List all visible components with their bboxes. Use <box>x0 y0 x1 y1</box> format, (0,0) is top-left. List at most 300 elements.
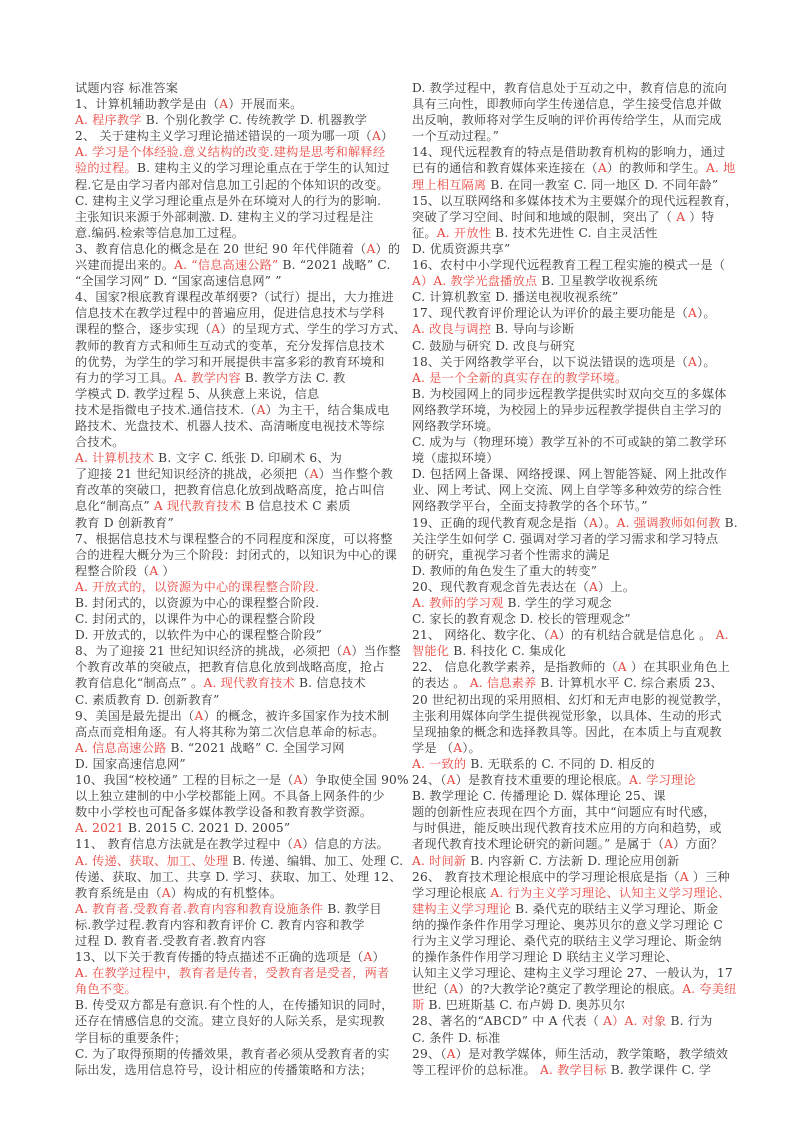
answer-text: A. 教师的学习观 <box>412 596 504 610</box>
text-line <box>75 1013 393 1029</box>
question-text: B. 文字 C. 纸张 D. 印刷术 6、为 <box>154 451 343 466</box>
text-line <box>412 96 738 112</box>
question-text: 有力的学习工具。 <box>75 370 175 385</box>
question-text: ） <box>380 129 394 144</box>
question-text: 18、关于网络教学平台，以下说法错误的选项是（ <box>412 354 689 369</box>
text-line <box>412 402 738 418</box>
question-text: 学习理论根底 <box>412 885 491 900</box>
question-text: D. 开放式的，以软件为中心的课程整合阶段” <box>75 628 323 643</box>
question-text: ）的有机结合就是信息化 。 <box>558 628 716 643</box>
answer-text: A <box>688 306 698 321</box>
answer-text: A <box>371 129 381 144</box>
text-line <box>412 692 738 708</box>
question-text: C. 成为与（物理环境）教学互补的不可或缺的第二教学环 <box>412 435 727 450</box>
answer-text: A <box>194 708 204 723</box>
text-line <box>412 563 738 579</box>
text-line <box>75 692 393 708</box>
question-text: 29、（ <box>412 1046 447 1061</box>
text-line <box>412 177 738 193</box>
question-text: 主张利用媒体向学生提供视觉形象，以具体、生动的形式 <box>412 708 722 723</box>
text-line <box>75 305 393 321</box>
question-text: B. 学生的学习观念 <box>503 596 612 610</box>
question-text: 程.它是由学习者内部对信息加工引起的个体知识的改变。 <box>75 177 389 192</box>
question-text: B. 为校园网上的同步远程教学提供实时双向交互的多媒体 <box>412 386 727 401</box>
answer-text: A. 2021 <box>75 821 124 836</box>
question-text: 15、以互联网络和多媒体技术为主要媒介的现代远程教育， <box>412 193 738 208</box>
text-line <box>75 563 393 579</box>
answer-text: A <box>211 322 221 337</box>
text-line <box>412 981 738 997</box>
text-line <box>412 128 738 144</box>
question-text: B. “2021 战略” C. <box>278 258 391 273</box>
text-line <box>75 547 398 563</box>
text-line <box>412 160 738 176</box>
text-line <box>412 386 738 402</box>
left-column <box>75 80 409 1078</box>
text-line <box>75 515 393 531</box>
question-text: 一个互动过程。” <box>412 129 500 144</box>
question-text: ）。 <box>697 354 716 369</box>
answer-text: A 现代教育技术 <box>153 499 242 514</box>
question-text: “全国学习网” D. “国家高速信息网” ” <box>75 274 282 289</box>
answer-text: A <box>679 869 689 884</box>
answer-text: A. 程序教学 <box>75 113 142 128</box>
text-line <box>75 112 393 128</box>
answer-text: A <box>366 241 376 256</box>
question-text: ）当作整 <box>351 644 401 659</box>
text-line <box>412 836 738 852</box>
question-text: 11、 教育信息方法就是在教学过程中（ <box>75 837 294 852</box>
question-text: ）方面？ <box>673 837 723 852</box>
question-text: 试题内容 标准答案 <box>75 81 179 95</box>
text-line <box>75 1030 393 1046</box>
question-text: C. 条件 D. 标准 <box>412 1030 501 1045</box>
text-line <box>412 643 738 659</box>
question-text: B. 教学理论 C. 传播理论 D. 媒体理论 25、课 <box>412 789 666 804</box>
text-line <box>412 1062 738 1078</box>
question-text: 际出发，选用信息符号，设计相应的传播策略和方法； <box>75 1062 373 1077</box>
question-text: 网络教学平台，全面支持教学的各个环节。” <box>412 499 648 514</box>
question-text: B. 建构主义的学习理论重点在于学生的认知过 <box>136 161 390 176</box>
question-text: 标.教学过程.教育内容和教育评价 C. 教育内容和教学 <box>75 917 365 932</box>
question-text: 技术是指微电子技术.通信技术.（ <box>75 402 257 417</box>
text-line <box>75 579 393 595</box>
question-text: 的优势，为学生的学习和开展提供丰富多彩的教育环境和 <box>75 354 385 369</box>
answer-text: A. 学习理论 <box>629 773 696 788</box>
question-text: 等工程评价的总标准。 <box>412 1062 540 1077</box>
text-line <box>412 965 738 981</box>
text-line <box>75 273 393 289</box>
question-text: 突破了学习空间、时间和地域的限制，突出了（ <box>412 209 677 224</box>
text-line <box>75 434 393 450</box>
text-line <box>412 820 738 836</box>
answer-text: A. 开放式的，以资源为中心的课程整合阶段. <box>75 579 320 594</box>
question-text: 关注学生如何学 C. 强调对学习者的学习需求和学习特点 <box>412 531 719 546</box>
text-line <box>412 788 738 804</box>
answer-text: A. 学习是个体经验.意义结构的改变.建构是思考和解释经 <box>75 145 386 160</box>
answer-text: 验的过程。 <box>75 161 137 176</box>
text-line <box>75 402 393 418</box>
question-text: 3、教育信息化的概念是在 20 世纪 90 年代伴随着（ <box>75 241 367 256</box>
text-line <box>75 595 393 611</box>
question-text: 了迎接 21 世纪知识经济的挑战，必须把（ <box>75 467 310 482</box>
answer-text: A. 时间新 <box>412 853 467 868</box>
question-text: 28、著名的“ABCD” 中 A 代表（ <box>412 1014 604 1029</box>
text-line <box>412 338 738 354</box>
question-text: ）当作整个教 <box>318 467 393 482</box>
question-text: 育改革的突破口，把教育信息化放到战略高度，抢占叫信 <box>75 483 385 498</box>
text-line <box>75 869 402 885</box>
question-text: 呈现抽象的概念和选择教具等。因此，在本质上与直观教 <box>412 724 722 739</box>
text-line <box>412 917 738 933</box>
question-text: 10、我国“校校通” 工程的目标之一是（ <box>75 773 294 788</box>
question-text: 1、计算机辅助教学是由（ <box>75 97 220 112</box>
text-line <box>75 209 393 225</box>
text-line <box>412 531 738 547</box>
answer-text: A. <box>715 628 729 643</box>
text-line <box>75 756 393 772</box>
text-line <box>75 708 393 724</box>
question-text: ）上。 <box>597 579 636 594</box>
text-line <box>412 949 738 965</box>
text-line <box>412 450 738 466</box>
text-line <box>412 708 738 724</box>
question-text: B. 计算机水平 C. 综合素质 23、 <box>536 676 723 691</box>
question-text: ） <box>158 563 175 578</box>
question-text: ）的概念，被许多国家作为技术制 <box>203 708 390 723</box>
question-text: ）。 <box>597 515 617 530</box>
question-text: 教育系统是由（ <box>75 885 162 900</box>
question-text: 的研究，重视学习者个性需求的满足 <box>412 547 611 562</box>
answer-text: 理上相互隔离 <box>412 177 487 192</box>
text-line <box>75 836 393 852</box>
answer-text: A. 教学目标 <box>539 1062 607 1077</box>
question-text: 还存在情感信息的交流。建立良好的人际关系，是实现教 <box>75 1014 385 1029</box>
text-line <box>75 1046 393 1062</box>
answer-text: A <box>588 515 598 530</box>
answer-text: A <box>676 209 686 224</box>
question-text: 兴建而提出来的。 <box>75 258 175 273</box>
question-text: 合的进程大概分为三个阶段：封闭式的，以知识为中心的课 <box>75 547 398 562</box>
answer-text: A <box>293 837 303 852</box>
question-text: 与时俱进，能反映出现代教育技术应用的方向和趋势，或 <box>412 821 722 836</box>
question-text: 7、根据信息技术与课程整合的不同程度和深度，可以将整 <box>75 531 393 546</box>
text-line <box>75 853 404 869</box>
question-text: B. 教学课件 C. 学 <box>606 1062 712 1077</box>
answer-text: A. 在教学过程中，教育者是传者，受教育者是受者，两者 <box>75 966 390 981</box>
question-text: ）构成的有机整体。 <box>170 885 283 900</box>
question-text: ）三种 <box>688 869 730 884</box>
question-text: 已有的通信和教育媒体来连接在（ <box>412 161 598 176</box>
answer-text: A. 信息高速公路 <box>75 740 167 755</box>
text-line <box>75 128 393 144</box>
answer-text: A <box>688 354 698 369</box>
question-text: 者现代教育技术理论研究的新问题。” 是属于（ <box>412 837 665 852</box>
text-line <box>75 820 393 836</box>
text-line <box>412 675 738 691</box>
text-line <box>75 241 401 257</box>
text-line <box>75 933 393 949</box>
question-text: 息化“制高点” <box>75 499 154 514</box>
question-text: 的表达 。 <box>412 676 470 691</box>
question-text: ）的教师和学生。 <box>606 161 706 176</box>
question-text: ）是对教学媒体，师生活动，教学策略，教学绩效 <box>455 1046 729 1061</box>
question-text: ）是教育技术重要的理论根底。 <box>455 773 630 788</box>
answer-text: A <box>149 563 159 578</box>
text-line <box>75 659 393 675</box>
text-line <box>75 901 393 917</box>
text-line <box>75 225 393 241</box>
text-line <box>412 482 738 498</box>
answer-text: A <box>342 644 352 659</box>
question-text: 合技术。 <box>75 435 125 450</box>
answer-text: A <box>617 660 627 675</box>
text-line <box>75 482 393 498</box>
question-text: ）的?大教学论?奠定了教学理论的根底。 <box>458 982 683 997</box>
text-line <box>75 498 393 514</box>
answer-text: A <box>161 885 171 900</box>
text-line <box>412 885 738 901</box>
question-text: C. 鼓励与研究 D. 改良与研究 <box>412 338 575 353</box>
text-line <box>412 579 738 595</box>
text-line <box>412 997 738 1013</box>
question-text: ）的呈现方式、学生的学习方式、 <box>220 322 407 337</box>
text-line <box>412 209 738 225</box>
answer-text: A <box>588 579 598 594</box>
answer-text: A <box>597 161 607 176</box>
text-line <box>75 80 393 96</box>
question-text: D. 教师的角色发生了重大的转变” <box>412 563 598 578</box>
text-line <box>412 241 738 257</box>
text-line <box>75 885 393 901</box>
question-text: 教育 D 创新教育” <box>75 515 174 530</box>
text-line <box>412 498 738 514</box>
text-line <box>75 675 393 691</box>
text-line <box>75 1062 393 1078</box>
question-text: B. 技术先进性 C. 自主灵活性 <box>491 225 658 240</box>
question-text: 20 世纪初出现的采用照相、幻灯和无声电影的视觉教学， <box>412 692 730 707</box>
text-line <box>412 80 738 96</box>
text-line <box>75 160 393 176</box>
text-line <box>412 853 738 869</box>
text-line <box>412 370 738 386</box>
text-line <box>75 949 393 965</box>
text-line <box>412 756 738 772</box>
question-text: C. 封闭式的，以课件为中心的课程整合阶段 <box>75 612 316 627</box>
question-text: 21、 网络化、数字化、（ <box>412 628 550 643</box>
answer-text: A <box>446 1046 456 1061</box>
question-text: B. 科技化 C. 集成化 <box>449 644 567 659</box>
answer-text: A. 强调教师如何教 <box>616 515 721 530</box>
text-line <box>75 144 393 160</box>
text-line <box>75 531 393 547</box>
question-text: 传递、获取、加工、共享 D. 学习、获取、加工、处理 12、 <box>75 869 402 884</box>
question-text: 2、 关于建构主义学习理论描述错误的一项为哪一项（ <box>75 129 372 144</box>
text-line <box>412 273 738 289</box>
answer-text: 智能化 <box>412 644 450 659</box>
text-line <box>412 515 738 531</box>
question-text: 学是 （ <box>412 740 454 755</box>
answer-text: A <box>293 773 303 788</box>
question-text: 数中小学校也可配备多媒体教学设备和教育教学资源。 <box>75 805 373 820</box>
answer-text: A. 传递、获取、加工、处理 <box>75 853 229 868</box>
answer-text: A. 一致的 <box>412 756 467 771</box>
question-text: B. 导向与诊断 <box>491 322 575 337</box>
answer-text: A. 夸美纽 <box>682 982 737 997</box>
text-line <box>412 659 738 675</box>
text-line <box>412 434 738 450</box>
answer-text: A <box>664 837 674 852</box>
question-text: 学目标的重要条件； <box>75 1030 187 1045</box>
question-text: C. 素质教育 D. 创新教育” <box>75 692 220 707</box>
text-line <box>75 193 393 209</box>
text-line <box>412 869 738 885</box>
question-text: B. 内容新 C. 方法新 D. 理论应用创新 <box>466 853 680 868</box>
question-text: ）特 <box>685 209 715 224</box>
question-text: ） <box>372 950 385 965</box>
text-line <box>75 289 393 305</box>
answer-text: A <box>363 950 373 965</box>
text-line <box>412 724 738 740</box>
question-text: B. 传受双方都是有意识.有个性的人，在传播知识的同时， <box>75 998 394 1013</box>
question-text: 26、 教育技术理论根底中的学习理论根底是指（ <box>412 869 680 884</box>
text-line <box>75 611 393 627</box>
answer-text: A. 信息素养 <box>469 676 537 691</box>
question-text: 22、 信息化教学素养，是指教师的（ <box>412 660 618 675</box>
answer-text: A. 地 <box>705 161 736 176</box>
question-text: 出反响，教师将对学生反响的评价再传给学生，从而完成 <box>412 113 722 128</box>
text-line <box>412 595 738 611</box>
question-text: C. 为了取得预期的传播效果，教育者必须从受教育者的实 <box>75 1046 390 1061</box>
question-text: 网络教学环境。 <box>412 418 499 433</box>
question-text: 17、现代教育评价理论认为评价的最主要功能是（ <box>412 306 689 321</box>
answer-text: 斯 <box>412 998 425 1013</box>
text-line <box>412 1030 738 1046</box>
answer-text: A. 教学内容 <box>174 370 241 385</box>
text-line <box>412 193 738 209</box>
question-text: 意.编码.检索等信息加工过程。 <box>75 225 245 240</box>
text-line <box>75 917 393 933</box>
question-text: D. 包括网上备课、网络授课、网上智能答疑、网上批改作 <box>412 467 727 482</box>
text-line <box>75 466 393 482</box>
text-line <box>412 466 738 482</box>
question-text: 过程 D. 教育者.受教育者.教育内容 <box>75 933 266 948</box>
question-text: 9、美国是最先提出（ <box>75 708 195 723</box>
question-text: 8、为了迎接 21 世纪知识经济的挑战，必须把（ <box>75 644 343 659</box>
text-line <box>412 112 738 128</box>
question-text: 业、网上考试、网上交流、网上自学等多种效劳的综合性 <box>412 483 722 498</box>
answer-text: A <box>446 773 456 788</box>
text-line <box>412 1046 738 1062</box>
question-text: ）在其职业角色上 <box>626 660 730 675</box>
text-line <box>75 177 393 193</box>
text-line <box>412 804 738 820</box>
question-text: B. 封闭式的，以资源为中心的课程整合阶段. <box>75 596 320 610</box>
answer-text: A. 行为主义学习理论、认知主义学习理论、 <box>490 885 731 900</box>
question-text: C. 建构主义学习理论重点是外在环境对人的行为的影响. <box>75 193 382 208</box>
question-text: B. 巴班斯基 C. 布卢姆 D. 奥苏贝尔 <box>424 998 626 1013</box>
text-line <box>412 901 738 917</box>
text-line <box>412 418 738 434</box>
question-text: 课程的整合，逐步实现（ <box>75 322 212 337</box>
question-text: B. 传递、编辑、加工、处理 C. <box>228 853 404 868</box>
text-line <box>75 724 393 740</box>
question-text: ）开展而来。 <box>228 97 303 112</box>
question-text: 13、以下关于教育传播的特点描述不正确的选项是（ <box>75 950 364 965</box>
answer-text: A <box>256 402 266 417</box>
question-text: 19、正确的现代教育观念是指（ <box>412 515 589 530</box>
question-text: B. 教学目 <box>323 901 382 916</box>
text-line <box>412 354 738 370</box>
question-text: B. 卫星教学收视系统 <box>537 274 658 289</box>
question-text: 个教育改革的突破点，把教育信息化放到战略高度，抢占 <box>75 660 385 675</box>
question-text: 14、现代远程教育的特点是借助教育机构的影响力，通过 <box>412 145 726 160</box>
text-line <box>75 788 393 804</box>
question-text: 征。 <box>412 225 437 240</box>
answer-text: A. “信息高速公路” <box>174 258 279 273</box>
text-line <box>75 772 409 788</box>
question-text: 16、农村中小学现代远程教育工程工程实施的模式一是（ <box>412 258 726 273</box>
question-text: 境（虚拟环境） <box>412 451 499 466</box>
answer-text: A. 是一个全新的真实存在的教学环境。 <box>412 370 628 385</box>
question-text: B. 桑代克的联结主义学习理论、斯金 <box>511 901 719 916</box>
text-line <box>75 321 407 337</box>
question-text: 信息技术在教学过程中的普遍应用，促进信息技术与学科 <box>75 306 385 321</box>
text-line <box>75 257 393 273</box>
answer-text: A <box>309 467 319 482</box>
question-text: ）。 <box>697 306 716 321</box>
question-text: 教育信息化“制高点” 。 <box>75 676 204 691</box>
question-text: 的操作条件作用学习理论 D 联结主义学习理论、 <box>412 950 678 965</box>
answer-text: A. 现代教育技术 <box>203 676 295 691</box>
text-line <box>75 965 393 981</box>
question-text: 教师的教育方式和师生互动式的变革，充分发挥信息技术 <box>75 338 385 353</box>
question-text: B. 2015 C. 2021 D. 2005” <box>123 821 291 836</box>
text-line <box>75 997 393 1013</box>
question-text: 网络教学环境，为校园上的异步远程教学提供自主学习的 <box>412 402 722 417</box>
question-text: ）。 <box>462 740 481 755</box>
answer-text: A）A. 对象 <box>603 1014 667 1029</box>
question-text: 学模式 D. 教学过程 5、从狭意上来说，信息 <box>75 386 320 401</box>
text-line <box>75 643 401 659</box>
text-line <box>75 804 393 820</box>
question-text: B. “2021 战略” C. 全国学习网 <box>166 740 345 755</box>
question-text: ）信息的方法。 <box>302 837 389 852</box>
question-text: B. 个别化教学 C. 传统教学 D. 机器教学 <box>141 113 368 128</box>
question-text: ）为主干，结合集成电 <box>265 402 390 417</box>
question-text: 24、（ <box>412 773 447 788</box>
text-line <box>75 354 393 370</box>
question-text: C. 计算机教室 D. 播送电视收视系统” <box>412 290 619 305</box>
text-line <box>412 305 738 321</box>
text-line <box>75 370 393 386</box>
text-line <box>412 772 738 788</box>
question-text: 题的创新性应表现在四个方面，其中“问题应有时代感， <box>412 805 716 820</box>
question-text: B. 教学方法 C. 教 <box>240 370 346 385</box>
question-text: D. 优质资源共享” <box>412 241 511 256</box>
question-text: C. 家长的教育观念 D. 校长的管理观念” <box>412 612 631 627</box>
text-line <box>412 1013 738 1029</box>
question-text: 20、现代教育观念首先表达在（ <box>412 579 589 594</box>
text-line <box>75 418 393 434</box>
question-text: 程整合阶段（ <box>75 563 150 578</box>
text-line <box>412 225 738 241</box>
question-text: B. 无联系的 C. 不同的 D. 相反的 <box>466 756 655 771</box>
question-text: 高点而竞相角逐。有人将其称为第二次信息革命的标志。 <box>75 724 385 739</box>
question-text: 行为主义学习理论、桑代克的联结主义学习理论、斯金纳 <box>412 933 722 948</box>
text-line <box>75 338 393 354</box>
question-text: 纳的操作条件作用学习理论、奥苏贝尔的意义学习理论 C <box>412 917 723 932</box>
